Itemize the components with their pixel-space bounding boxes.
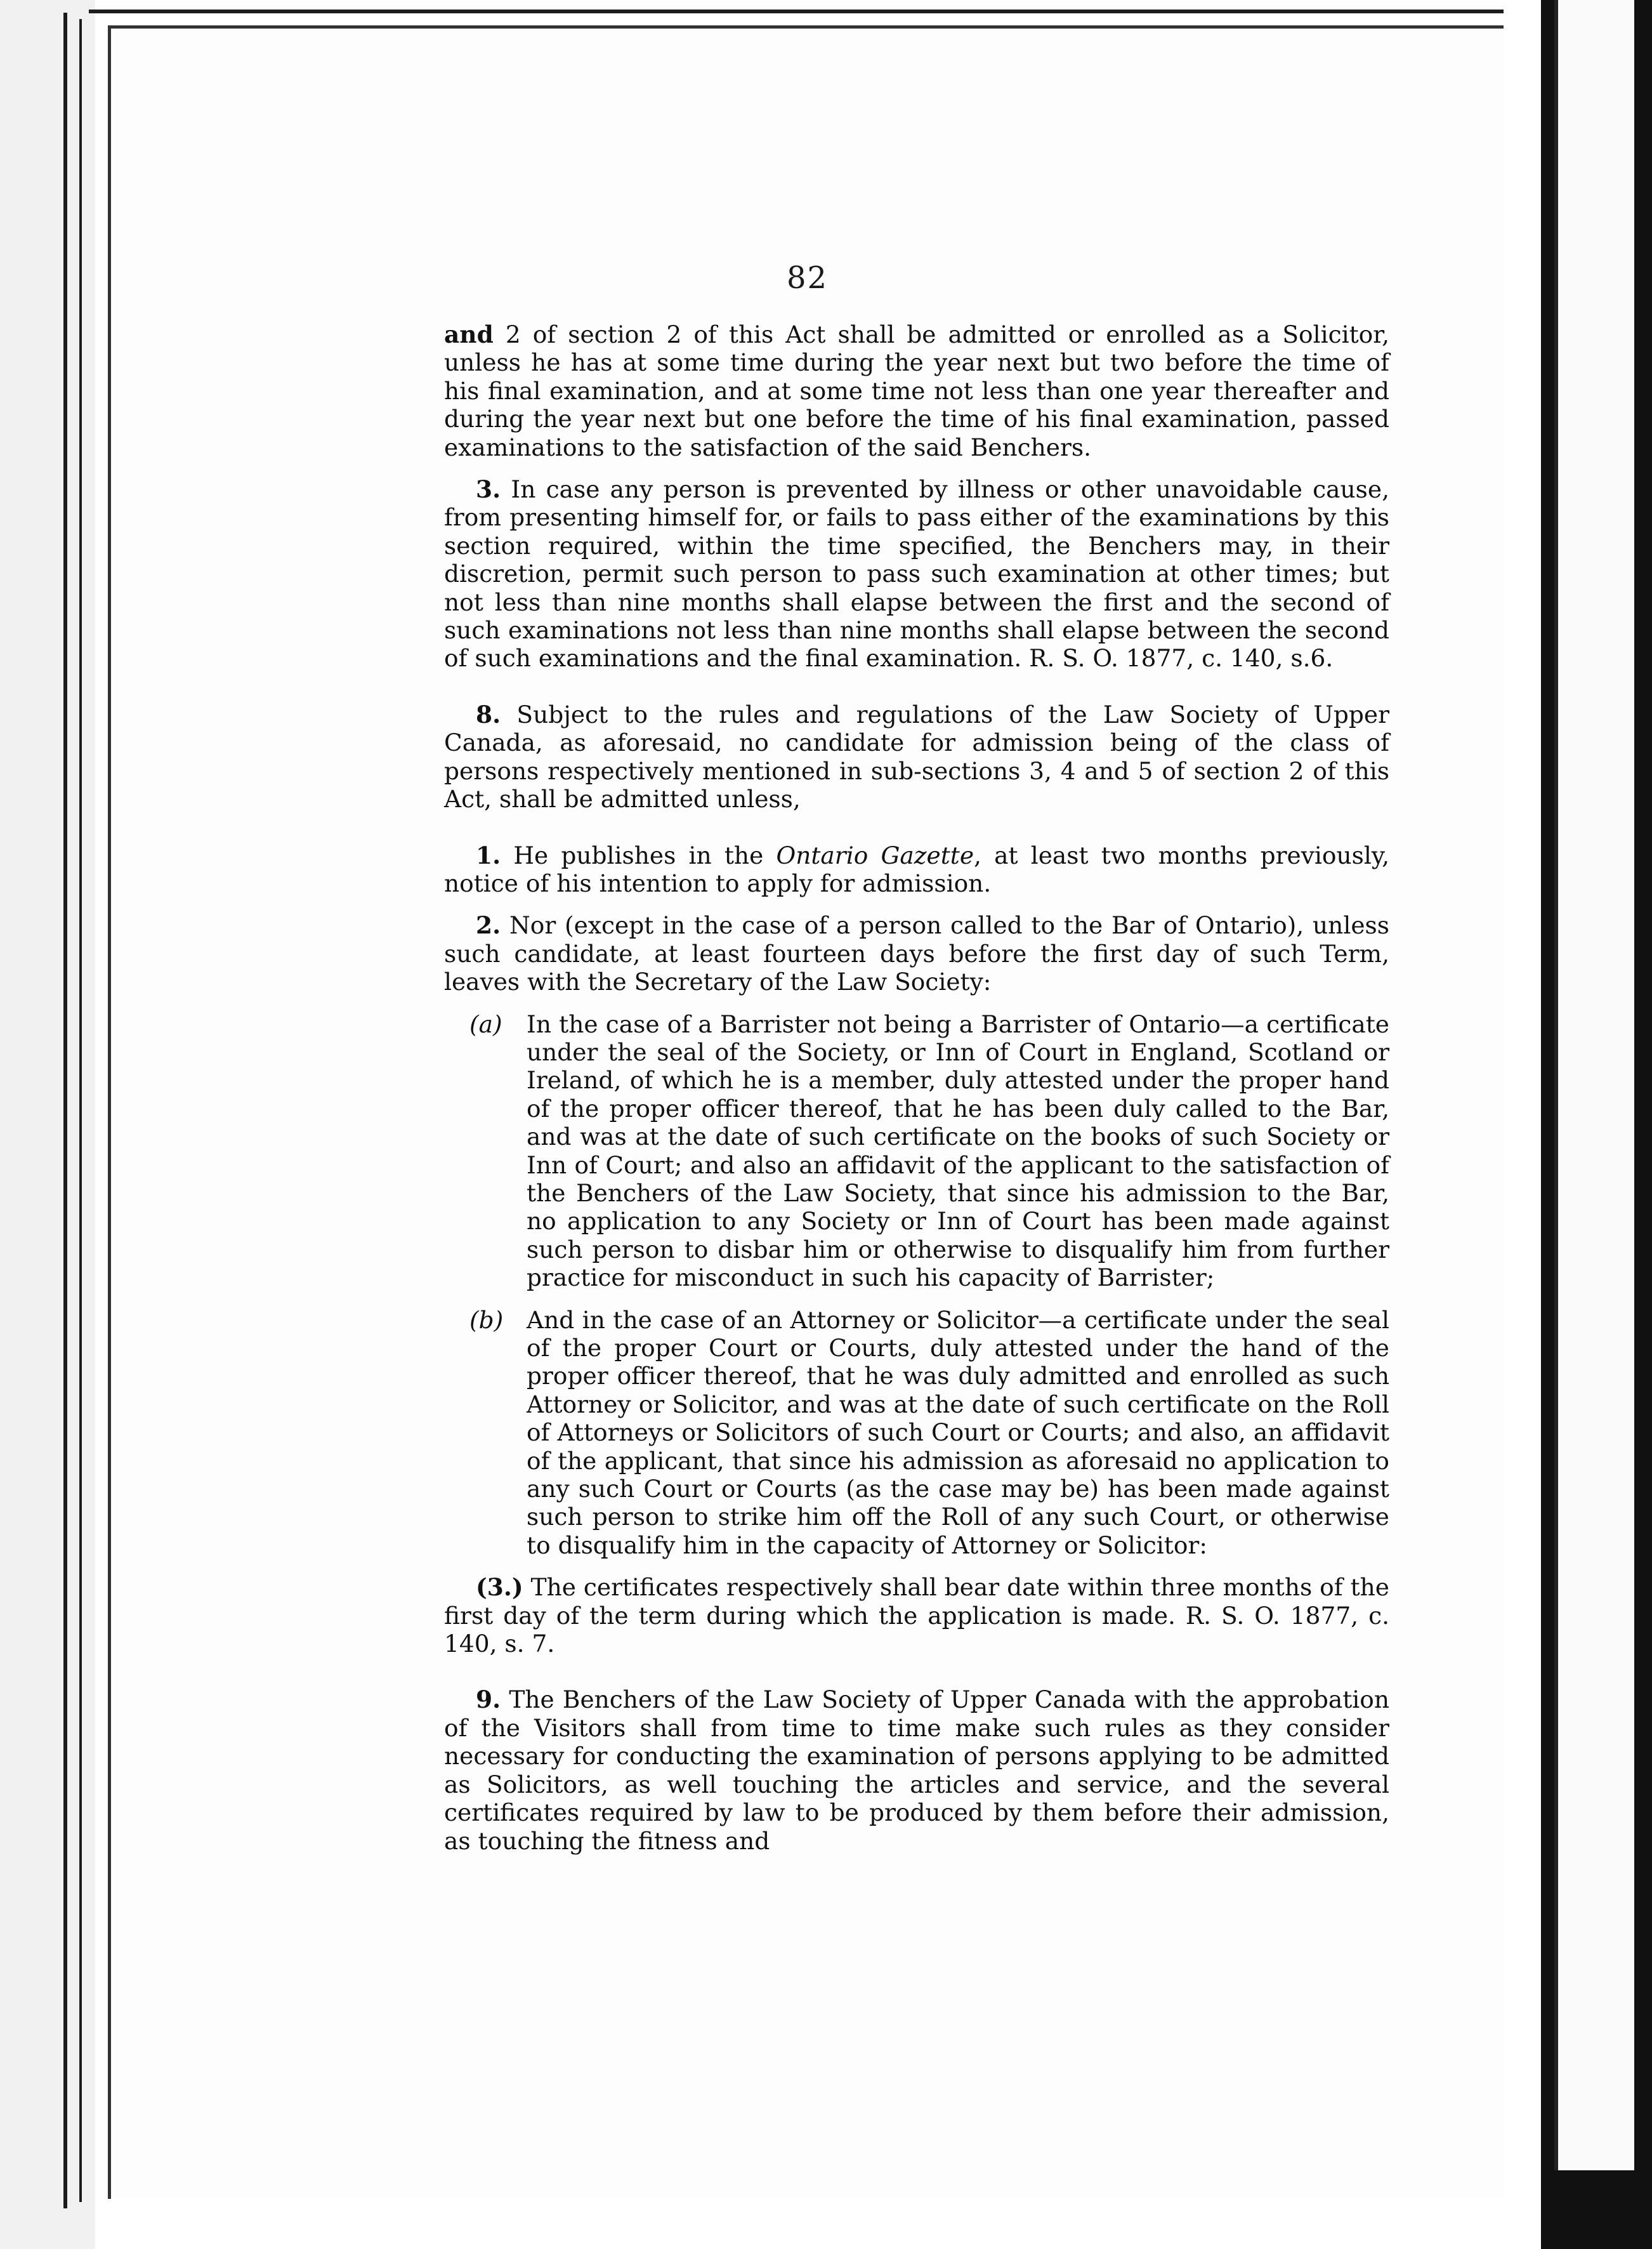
clause-text: Nor (except in the case of a person called to the Bar of Ontario), unless such candidate, at least fourteen days before the first day of such Term, leaves with the Secretary of the Law Society: xyxy=(444,911,1389,996)
clause-1 xyxy=(444,841,1389,898)
clause-text: The certificates respectively shall bear date within three months of the first day of the term during which the application is made. R. S. O. 1877, c. 140, s. 7. xyxy=(444,1573,1389,1658)
paragraph-text: In case any person is prevented by illness or other unavoidable cause, from presenting himself for, or fails to pass either of the examinations by this section required, within the time specified, the Benchers may, in their discretion, permit such person to pass such examination at other times; but not less than nine months shall elapse between the first and the second of such examinations not less than nine months shall elapse between the second of such examinations and the final examination. R. S. O. 1877, c. 140, s.6. xyxy=(444,475,1389,673)
page-number: 82 xyxy=(786,260,829,296)
clause-text: , at least two months previously, notice of his intention to apply for admission. xyxy=(444,841,1389,897)
clause-2 xyxy=(444,911,1389,996)
paragraph-continuation xyxy=(444,320,1389,461)
book-page xyxy=(108,25,1504,2199)
clause-text: He publishes in the xyxy=(501,841,777,869)
page-text xyxy=(444,320,1389,1855)
clause-2a xyxy=(444,1010,1389,1292)
next-page-leaf xyxy=(1554,0,1634,2170)
section-number: 8. xyxy=(476,700,501,729)
gazette-title: Ontario Gazette xyxy=(776,841,974,869)
section-8 xyxy=(444,701,1389,814)
subsection-3 xyxy=(444,475,1389,673)
page-edge-line-top xyxy=(89,10,1504,13)
paragraph-text: Subject to the rules and regulations of the Law Society of Upper Canada, as aforesaid, no candidate for admission being of the class of persons respectively mentioned in sub-sections 3, 4 and 5 of section 2 of this Act, shall be admitted unless, xyxy=(444,700,1389,814)
page-edge-line xyxy=(63,13,67,2208)
item-label: (a) xyxy=(469,1010,502,1038)
clause-number: (3.) xyxy=(476,1573,523,1602)
clause-number: 2. xyxy=(476,911,501,940)
item-text: And in the case of an Attorney or Solicitor—a certificate under the seal of the proper Court or Courts, duly attested under the hand of the proper officer thereof, that he was duly admitted and enrolled as such Attorney or Solicitor, and was at the date of such certificate on the Roll of Attorneys or Solicitors of such Court or Courts; and also, an affidavit of the applicant, that since his admission as aforesaid no application to any such Court or Courts (as the case may be) has been made against such person to strike him off the Roll of any such Court, or otherwise to disqualify him in the capacity of Attorney or Solicitor: xyxy=(527,1305,1389,1559)
clause-2b xyxy=(444,1306,1389,1560)
clause-3 xyxy=(444,1573,1389,1658)
paragraph-text: 2 of section 2 of this Act shall be admitted or enrolled as a Solicitor, unless he has at some time during the year next but two before the time of his final examination, and at some time not less than one year thereafter and during the year next but one before the time of his final examination, passed examinations to the satisfaction of the said Benchers. xyxy=(444,320,1389,461)
page-edge-line xyxy=(79,19,82,2202)
clause-number: 1. xyxy=(476,841,501,869)
item-label: (b) xyxy=(469,1305,504,1334)
section-number: 9. xyxy=(476,1685,501,1714)
subsection-number: 3. xyxy=(476,475,501,504)
paragraph-text: The Benchers of the Law Society of Upper Canada with the approbation of the Visitors shall from time to time make such rules as they consider necessary for conducting the examination of persons applying to be admitted as Solicitors, as well touching the articles and service, and the several certificates required by law to be produced by them before their admission, as touching the fitness and xyxy=(444,1685,1389,1855)
lead-word: and xyxy=(444,320,494,348)
section-9 xyxy=(444,1685,1389,1854)
item-text: In the case of a Barrister not being a Barrister of Ontario—a certificate under the seal of the Society, or Inn of Court in England, Scotland or Ireland, of which he is a member, duly attested under the proper hand of the proper officer thereof, that he has been duly called to the Bar, and was at the date of such certificate on the books of such Society or Inn of Court; and also an affidavit of the applicant to the satisfaction of the Benchers of the Law Society, that since his admission to the Bar, no application to any Society or Inn of Court has been made against such person to disbar him or otherwise to disqualify him from further practice for misconduct in such his capacity of Barrister; xyxy=(527,1010,1389,1292)
